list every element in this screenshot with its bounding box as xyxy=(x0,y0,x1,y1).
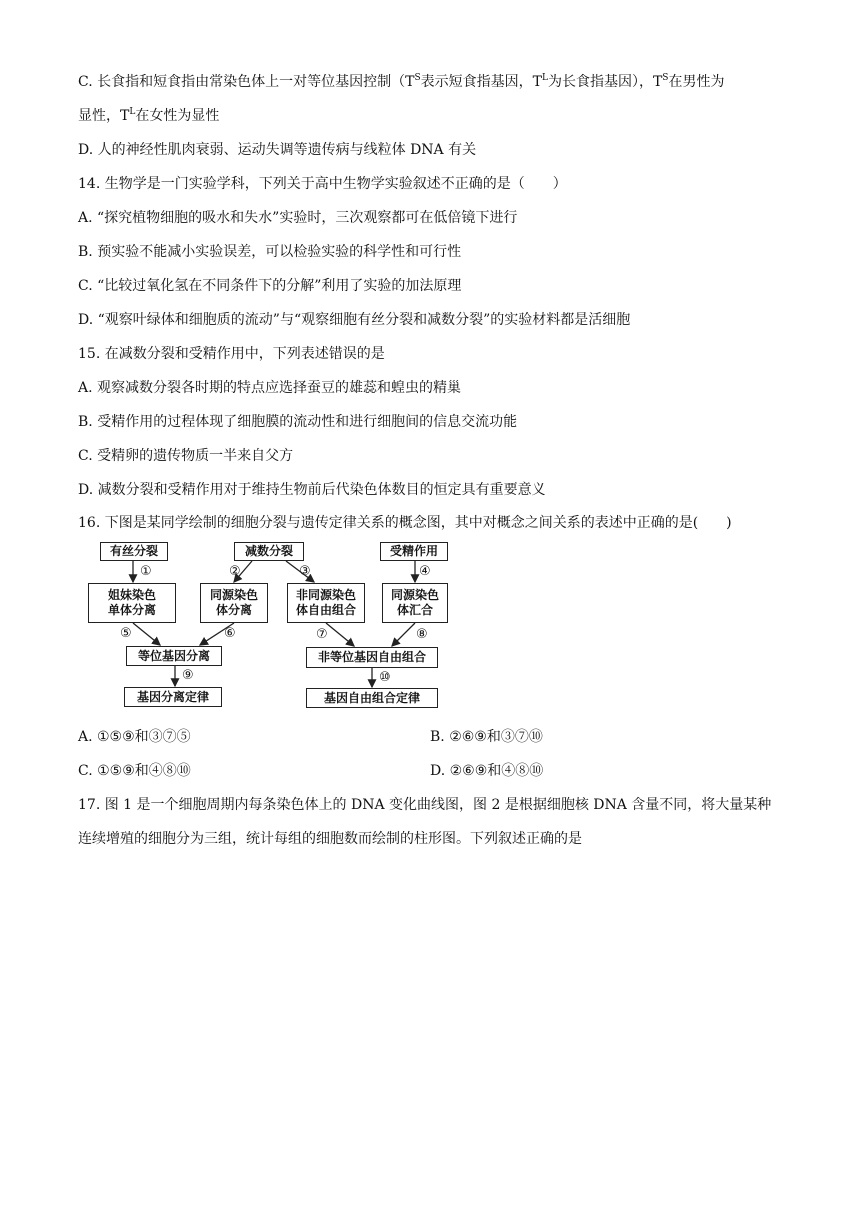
homo-sep-line1: 同源染色 xyxy=(209,588,258,602)
fertilization-box: 受精作用 xyxy=(380,542,448,561)
label-5: ⑤ xyxy=(120,626,132,641)
label-7: ⑦ xyxy=(316,627,328,642)
q15-option-d: D. 减数分裂和受精作用对于维持生物前后代染色体数目的恒定具有重要意义 xyxy=(78,482,546,498)
sister-box-line1: 姐妹染色 xyxy=(107,588,156,602)
segregation-law-box: 基因分离定律 xyxy=(124,687,222,707)
homologous-union-box xyxy=(382,583,448,623)
homo-join-line1: 同源染色 xyxy=(390,588,439,602)
q15-stem: 15. 在减数分裂和受精作用中，下列表述错误的是 xyxy=(78,346,385,362)
q16-option-b: B. ②⑥⑨和③⑦⑩ xyxy=(430,729,543,745)
meiosis-box: 减数分裂 xyxy=(234,542,304,561)
label-9: ⑨ xyxy=(182,668,194,683)
nonhomo-line1: 非同源染色 xyxy=(295,588,356,602)
q13-option-c-line2: 显性，$T^L$在女性为显性 xyxy=(78,107,220,124)
q14-option-d: D. “观察叶绿体和细胞质的流动”与“观察细胞有丝分裂和减数分裂”的实验材料都是活细胞 xyxy=(78,312,631,328)
q15-option-a: A. 观察减数分裂各时期的特点应选择蚕豆的雄蕊和蝗虫的精巢 xyxy=(78,380,462,396)
q16-option-c: C. ①⑤⑨和④⑧⑩ xyxy=(78,763,191,779)
label-8: ⑧ xyxy=(416,627,428,642)
q17-stem-line2: 连续增殖的细胞分为三组，统计每组的细胞数而绘制的柱形图。下列叙述正确的是 xyxy=(78,831,582,847)
mitosis-box: 有丝分裂 xyxy=(100,542,168,561)
nonhomologous-assortment-box xyxy=(287,583,365,623)
homologous-separation-box xyxy=(200,583,268,623)
sister-box-line2: 单体分离 xyxy=(107,603,156,617)
label-3: ③ xyxy=(299,564,311,579)
q16-option-a: A. ①⑤⑨和③⑦⑤ xyxy=(78,729,191,745)
label-1: ① xyxy=(140,564,152,579)
sister-chromatid-separation-box xyxy=(88,583,176,623)
homo-join-line2: 体汇合 xyxy=(396,603,433,617)
label-2: ② xyxy=(229,564,241,579)
allele-separation-box: 等位基因分离 xyxy=(126,646,222,666)
q14-option-c: C. “比较过氧化氢在不同条件下的分解”利用了实验的加法原理 xyxy=(78,278,462,294)
q16-option-d: D. ②⑥⑨和④⑧⑩ xyxy=(430,763,544,779)
q14-option-b: B. 预实验不能减小实验误差，可以检验实验的科学性和可行性 xyxy=(78,244,462,260)
label-10: ⑩ xyxy=(379,670,391,685)
q14-option-a: A. “探究植物细胞的吸水和失水”实验时，三次观察都可在低倍镜下进行 xyxy=(78,210,518,226)
nonhomo-line2: 体自由组合 xyxy=(295,603,356,617)
q13-option-d: D. 人的神经性肌肉衰弱、运动失调等遗传病与线粒体 DNA 有关 xyxy=(78,142,477,158)
q15-option-c: C. 受精卵的遗传物质一半来自父方 xyxy=(78,448,294,464)
q13-option-c-line1: C. 长食指和短食指由常染色体上一对等位基因控制（$T^S$表示短食指基因，$T^L$为长食指基因），$T^S$在男性为 xyxy=(78,73,725,90)
q17-stem-line1: 17. 图 1 是一个细胞周期内每条染色体上的 DNA 变化曲线图，图 2 是根据细胞核 DNA 含量不同，将大量某种 xyxy=(78,797,772,813)
independent-assortment-law-box: 基因自由组合定律 xyxy=(306,688,438,708)
q14-stem: 14. 生物学是一门实验学科，下列关于高中生物学实验叙述不正确的是（ ） xyxy=(78,176,567,192)
homo-sep-line2: 体分离 xyxy=(215,603,252,617)
nonallele-assortment-box: 非等位基因自由组合 xyxy=(306,647,438,668)
q16-stem: 16. 下图是某同学绘制的细胞分裂与遗传定律关系的概念图，其中对概念之间关系的表述中正确的是( ) xyxy=(78,515,732,531)
q15-option-b: B. 受精作用的过程体现了细胞膜的流动性和进行细胞间的信息交流功能 xyxy=(78,414,518,430)
label-6: ⑥ xyxy=(224,626,236,641)
label-4: ④ xyxy=(419,564,431,579)
